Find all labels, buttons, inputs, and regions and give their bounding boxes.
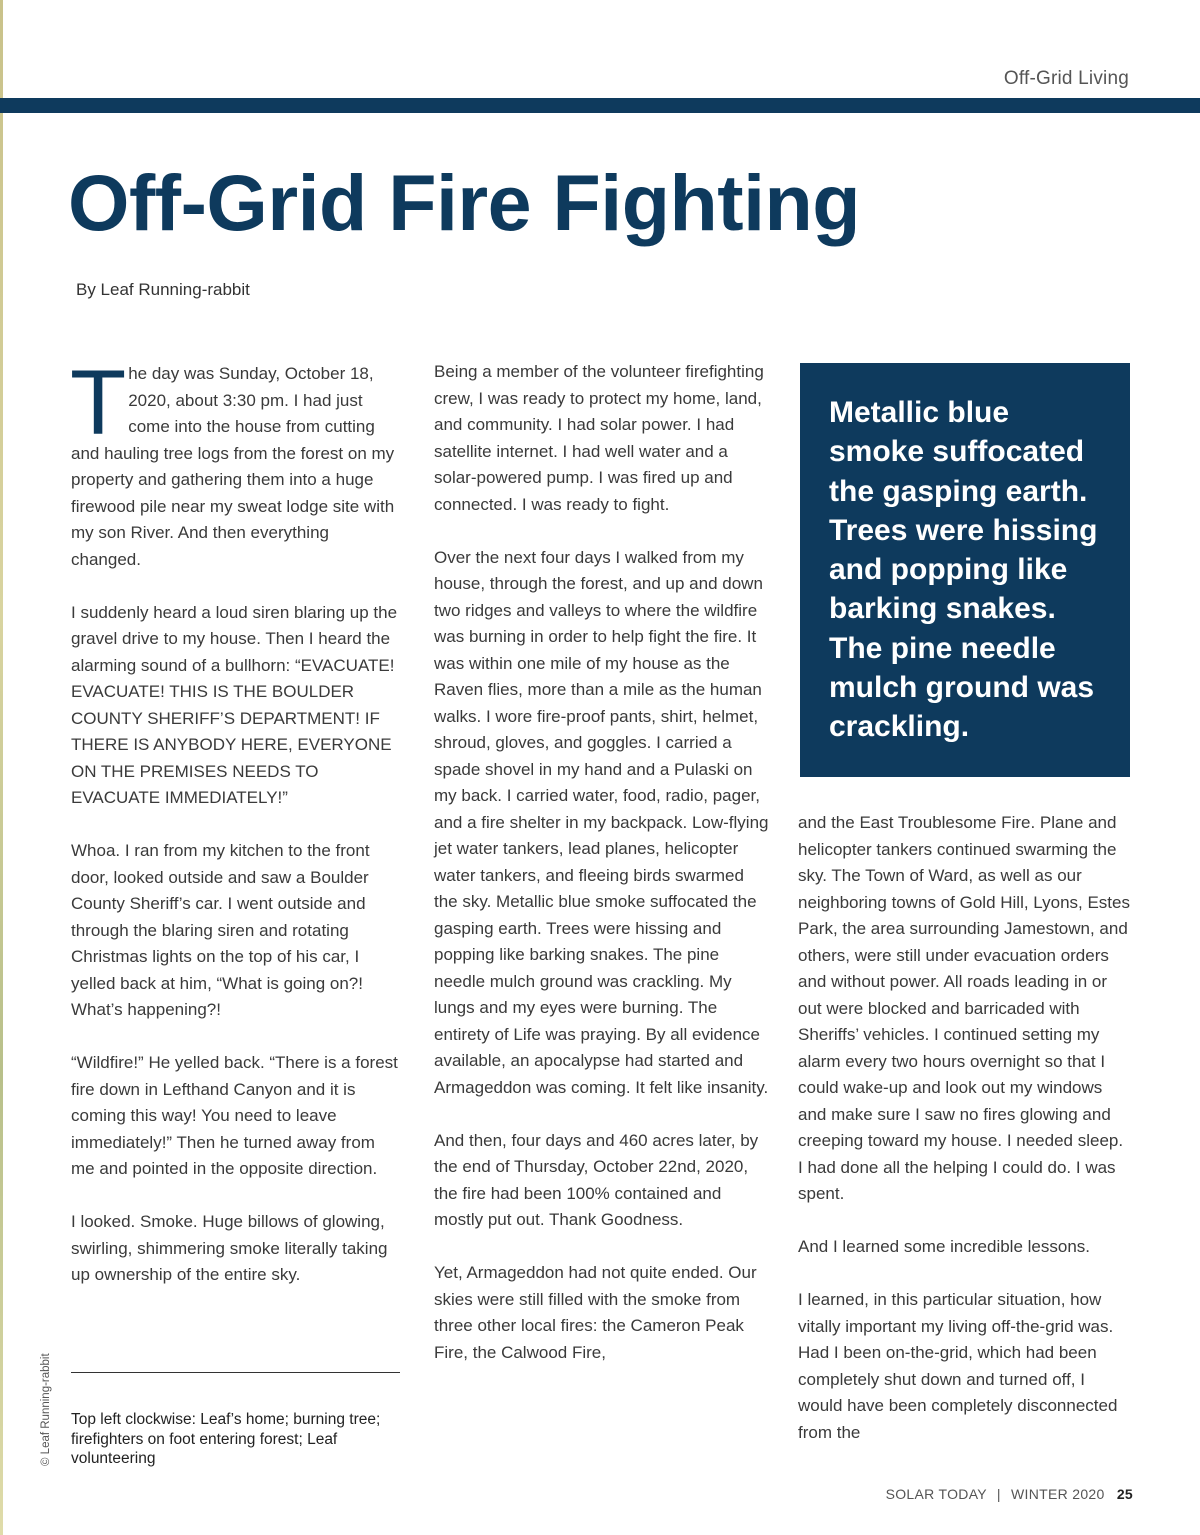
article-title: Off-Grid Fire Fighting: [68, 158, 861, 247]
issue-label: WINTER 2020: [1011, 1486, 1105, 1502]
publication-name: SOLAR TODAY: [885, 1486, 987, 1502]
photo-credit: © Leaf Running-rabbit: [40, 1353, 52, 1466]
page-number: 25: [1116, 1486, 1133, 1502]
pull-quote-text: Metallic blue smoke suffocated the gasping earth. Trees were hissing and popping like barking snakes. The pine needle mulch ground was crackling.: [829, 396, 1098, 744]
drop-cap: T: [70, 352, 127, 454]
paragraph: and the East Troublesome Fire. Plane and helicopter tankers continued swarming the sky. The Town of Ward, as well as our neighboring towns of Gold Hill, Lyons, Estes Park, the area surrounding Jamestown, and others, were still under evacuation orders and without power. All roads leading in or out were blocked and barricaded with Sheriffs’ vehicles. I continued setting my alarm every two hours overnight so that I could wake-up and look out my windows and make sure I saw no fires glowing and creeping toward my house. I needed sleep. I had done all the helping I could do. I was spent.: [798, 813, 1130, 1203]
header-rule: [0, 98, 1200, 113]
caption-divider: [71, 1372, 400, 1373]
paragraph: And then, four days and 460 acres later, by the end of Thursday, October 22nd, 2020, the fire had been 100% contained and mostly put out. Thank Goodness.: [434, 1130, 759, 1229]
paragraph: Over the next four days I walked from my house, through the forest, and up and down two ridges and valleys to where the wildfire was burning in order to help fight the fire. It was within one mile of my house as the Raven flies, more than a mile as the human walks. I wore fire-proof pants, shirt, helmet, shroud, gloves, and goggles. I carried a spade shovel in my hand and a Pulaski on my back. I carried water, food, radio, pager, and a fire shelter in my backpack. Low-flying jet water tankers, lead planes, helicopter water tankers, and fleeing birds swarmed the sky. Metallic blue smoke suffocated the gasping earth. Trees were hissing and popping like barking snakes. The pine needle mulch ground was crackling. My lungs and my eyes were burning. The entirety of Life was praying. By all evidence available, an apocalypse had started and Armageddon was coming. It felt like insanity.: [434, 547, 769, 1097]
paragraph: Whoa. I ran from my kitchen to the front door, looked outside and saw a Boulder County Sheriff’s car. I went outside and through the blaring siren and rotating Christmas lights on the top of his car, I yelled back at him, “What is going on?! What’s happening?!: [71, 841, 370, 1019]
section-label: Off-Grid Living: [1003, 68, 1129, 89]
paragraph: Yet, Armageddon had not quite ended. Our skies were still filled with the smoke from three other local fires: the Cameron Peak Fire, the Calwood Fire,: [434, 1263, 757, 1362]
paragraph-text: he day was Sunday, October 18, 2020, about 3:30 pm. I had just come into the house from cutting and hauling tree logs from the forest on my property and gathering them into a huge firewood pile near my sweat lodge site with my son River. And then everything changed.: [71, 364, 395, 569]
pull-quote-box: [800, 363, 1130, 777]
article-column-1: [70, 352, 403, 1315]
article-column-2: [434, 359, 770, 1393]
paragraph: [70, 352, 403, 573]
paragraph: Being a member of the volunteer firefighting crew, I was ready to protect my home, land, and community. I had solar power. I had satellite internet. I had well water and a solar-powered pump. I was fired up and connected. I was ready to fight.: [434, 362, 764, 514]
footer-separator: |: [996, 1486, 1001, 1502]
paragraph: I suddenly heard a loud siren blaring up the gravel drive to my house. Then I heard the alarming sound of a bullhorn: “EVACUATE! EVACUATE! THIS IS THE BOULDER COUNTY SHERIFF’S DEPARTMENT! IF THERE IS ANYBODY HERE, EVERYONE ON THE PREMISES NEEDS TO EVACUATE IMMEDIATELY!”: [71, 602, 398, 807]
page-footer: [886, 1486, 1133, 1502]
paragraph: I learned, in this particular situation, how vitally important my living off-the-grid was. Had I been on-the-grid, which had been completely shut down and turned off, I would have been completely disconnected from the: [798, 1290, 1118, 1442]
article-column-3: [798, 810, 1132, 1473]
page-edge-strip: [0, 0, 3, 1535]
byline: By Leaf Running-rabbit: [76, 280, 250, 299]
paragraph: And I learned some incredible lessons.: [798, 1237, 1090, 1256]
photo-caption: Top left clockwise: Leaf’s home; burning tree; firefighters on foot entering forest; Leaf volunteering: [71, 1411, 381, 1467]
paragraph: I looked. Smoke. Huge billows of glowing, swirling, shimmering smoke literally taking up ownership of the entire sky.: [71, 1212, 388, 1284]
paragraph: “Wildfire!” He yelled back. “There is a forest fire down in Lefthand Canyon and it is coming this way! You need to leave immediately!” Then he turned away from me and pointed in the opposite direction.: [71, 1053, 398, 1178]
